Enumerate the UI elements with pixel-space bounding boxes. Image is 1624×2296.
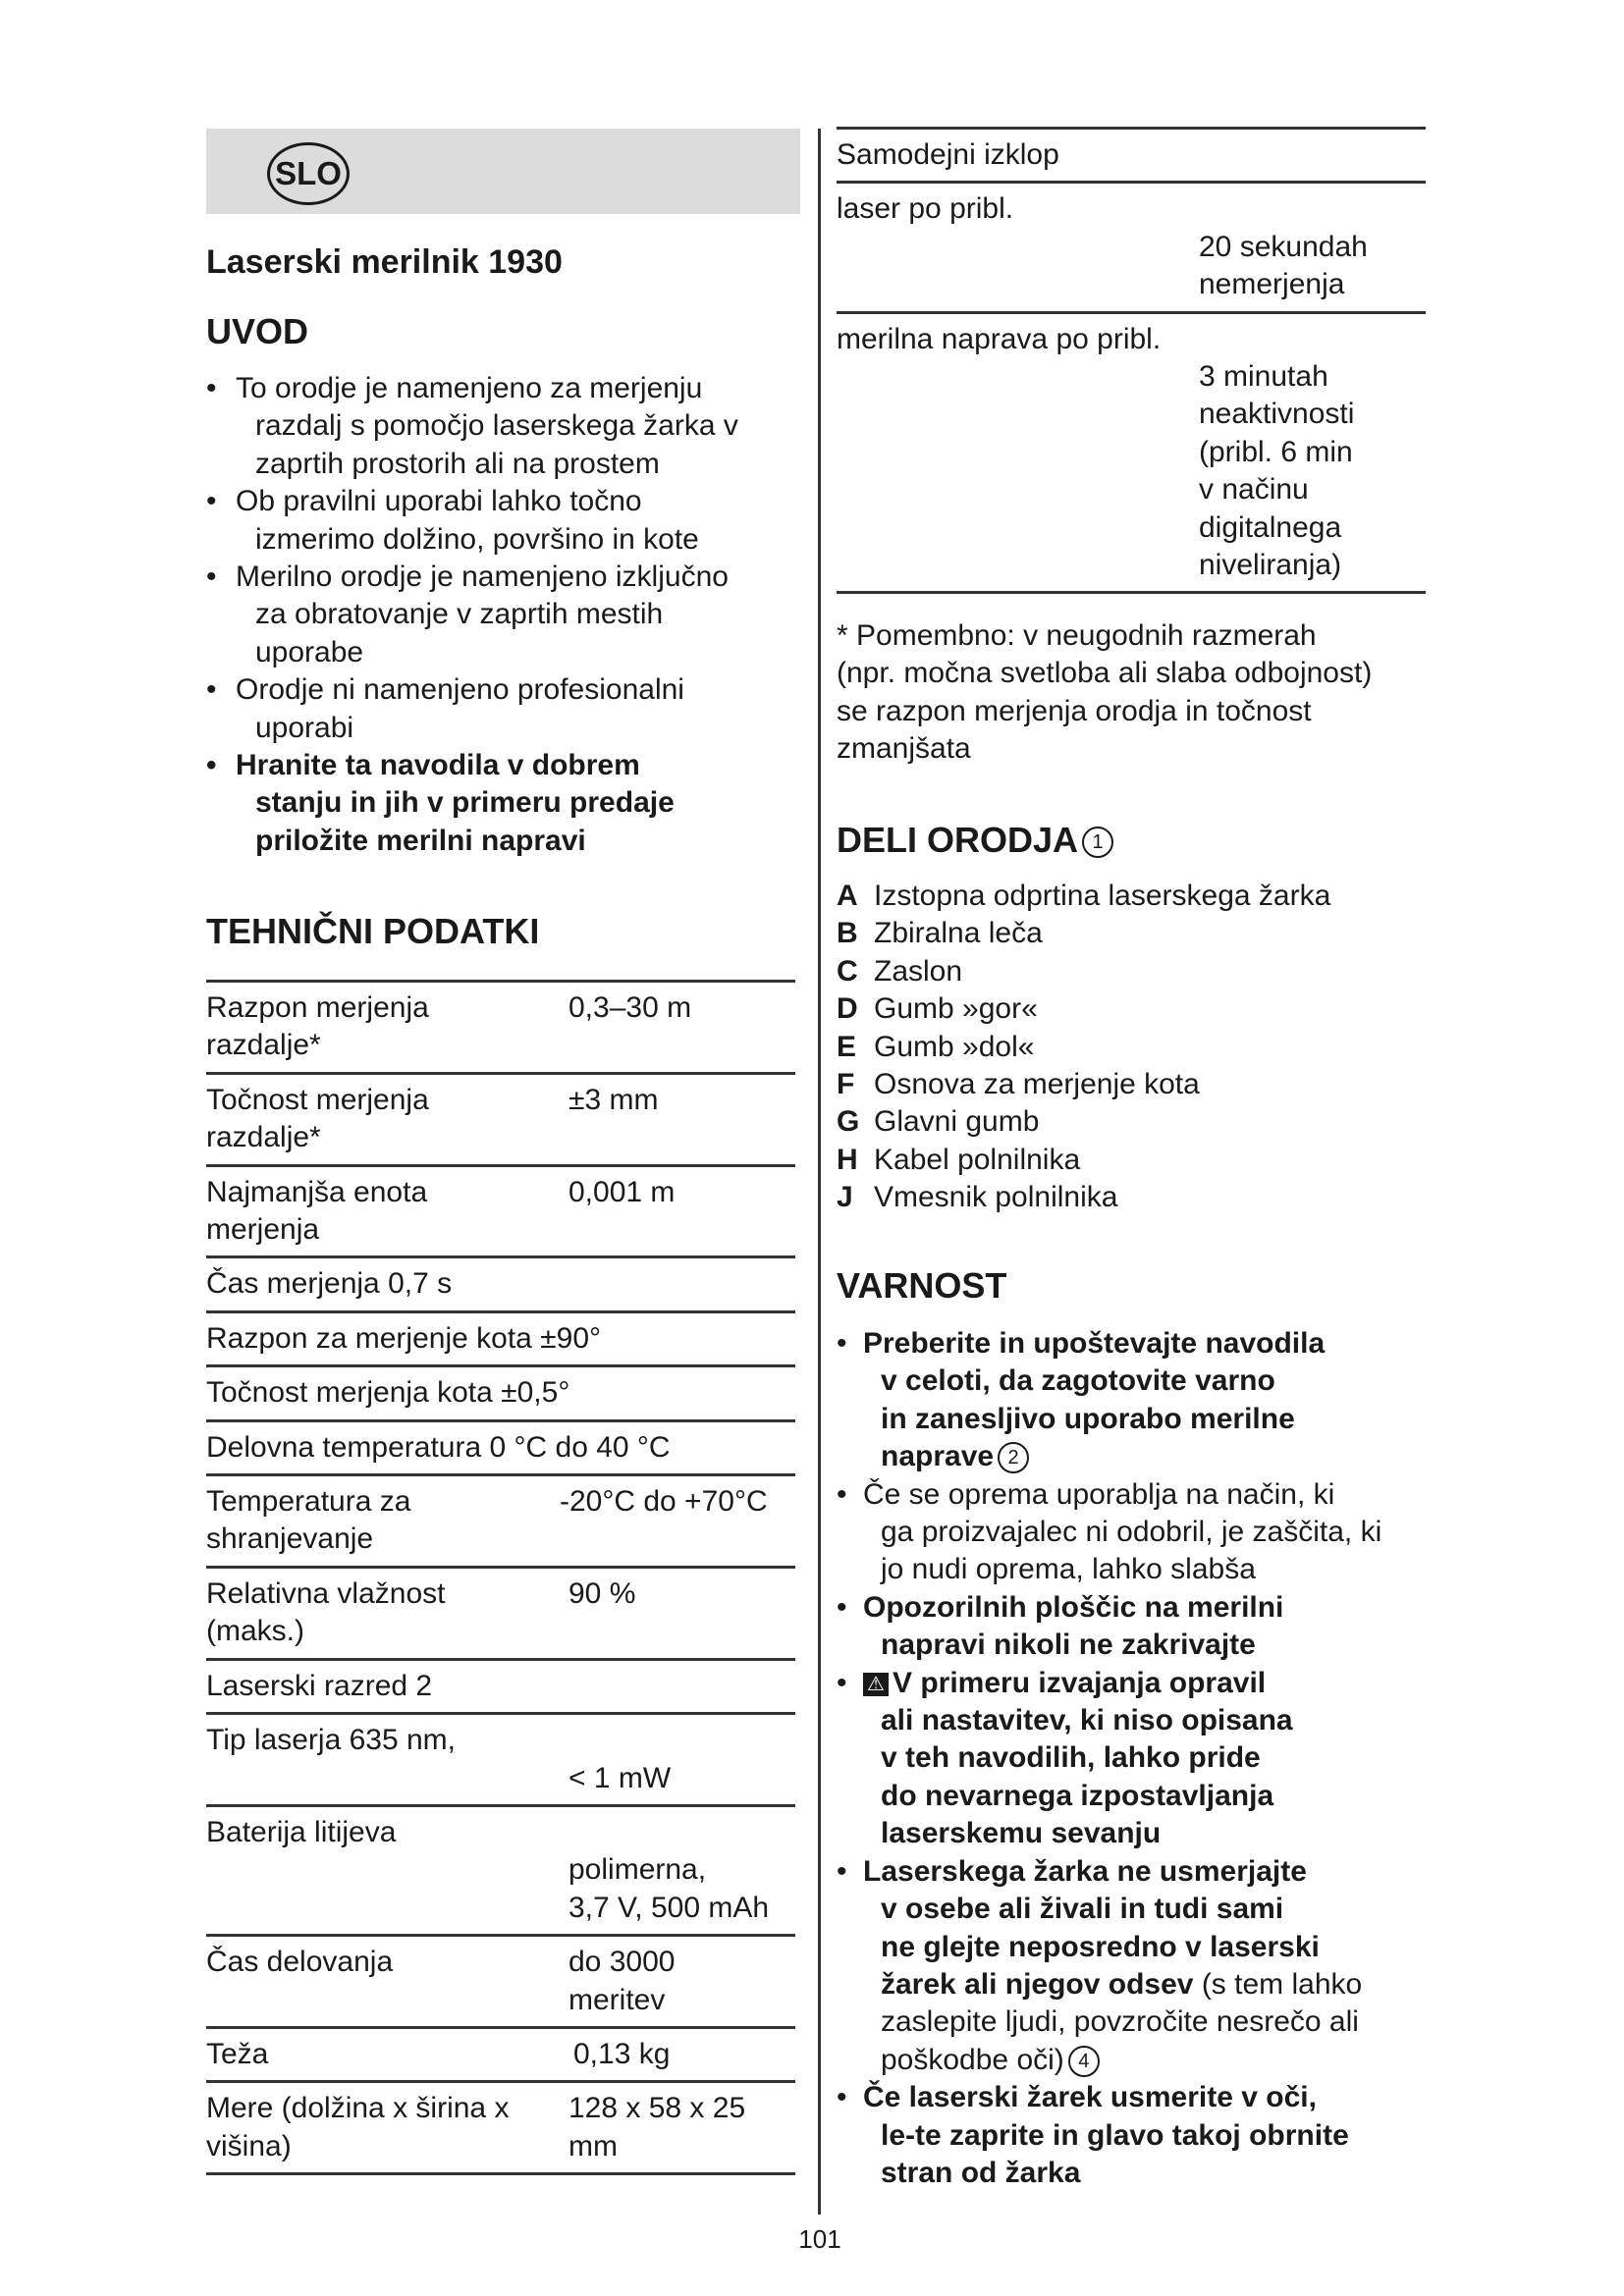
line-text [837, 1665, 1381, 1702]
line-text [837, 2042, 1381, 2079]
note-line: (npr. močna svetloba ali slaba odbojnost) [837, 657, 1373, 690]
spec-label: Teža [206, 2037, 269, 2070]
part-name: Gumb »gor« [874, 992, 1038, 1026]
value-line: (pribl. 6 min [1199, 435, 1353, 468]
line-text: Ob pravilni uporabi lahko točno [236, 485, 642, 518]
value-line: 3,7 V, 500 mAh [568, 1891, 770, 1924]
value-line: 128 x 58 x 25 [568, 2092, 746, 2125]
value-line: neaktivnosti [1199, 398, 1355, 431]
tech-specs-table [206, 980, 795, 2175]
table-row [206, 1807, 795, 1937]
spec-label: višina) [206, 2129, 292, 2163]
text-segment: naprave [881, 1440, 995, 1473]
line-text: uporabi [255, 711, 354, 744]
line-text: Merilno orodje je namenjeno izključno [236, 561, 729, 594]
line-text [837, 2155, 1381, 2192]
line-text [837, 1891, 1381, 1928]
text-segment: Opozorilnih ploščic na merilni [863, 1590, 1284, 1624]
list-item [837, 1476, 1381, 1589]
part-name: Zbiralna leča [874, 917, 1043, 950]
list-item [837, 1325, 1381, 1476]
section-heading-safety: VARNOST [837, 1265, 1007, 1306]
line-text [837, 1702, 1381, 1739]
line-text [837, 1853, 1381, 1891]
spec-label: Delovna temperatura 0 °C do 40 °C [206, 1430, 671, 1464]
bullet-icon: • [206, 372, 217, 404]
table-row [206, 1661, 795, 1715]
text-segment: Preberite in upoštevajte navodila [863, 1327, 1326, 1360]
line-text: razdalj s pomočjo laserskega žarka v [255, 409, 738, 443]
safety-list [837, 1325, 1381, 2192]
table-row [837, 130, 1426, 184]
part-name: Osnova za merjenje kota [874, 1068, 1200, 1101]
page-number: 101 [798, 2224, 841, 2254]
part-name: Gumb »dol« [874, 1030, 1035, 1063]
auto-off-table [837, 127, 1426, 594]
spec-label: Točnost merjenja [206, 1083, 429, 1116]
spec-label: Relativna vlažnost [206, 1576, 446, 1610]
note-line: zmanjšata [837, 732, 971, 766]
spec-value [568, 1174, 675, 1211]
list-item [837, 1665, 1381, 1853]
note [837, 617, 1372, 769]
text-segment: in zanesljivo uporabo merilne [881, 1402, 1295, 1435]
intro-list [206, 370, 738, 860]
line-text [837, 1739, 1381, 1777]
text-segment: Če se oprema uporablja na način, ki [863, 1477, 1335, 1511]
list-item [837, 1853, 1381, 2079]
part-key: F [837, 1068, 855, 1101]
value-line: meritev [568, 1983, 666, 2016]
bullet-icon: • [206, 673, 217, 707]
part-name: Glavni gumb [874, 1105, 1040, 1139]
value-line: v načinu [1199, 473, 1309, 507]
table-row [206, 2029, 795, 2083]
line-text [837, 1438, 1381, 1475]
bullet-icon: • [837, 1590, 847, 1624]
line-text: Orodje ni namenjeno profesionalni [236, 673, 684, 707]
list-item [206, 671, 738, 747]
list-item [837, 2079, 1381, 2192]
part-key: H [837, 1143, 858, 1176]
table-row [206, 2083, 795, 2175]
note-line: se razpon merjenja orodja in točnost [837, 694, 1312, 727]
part-key: C [837, 954, 858, 988]
line-text [837, 1627, 1381, 1664]
line-text [837, 1362, 1381, 1400]
column-divider [818, 129, 821, 2215]
value-line: 0,13 kg [573, 2037, 671, 2070]
value-line: niveliranja) [1199, 549, 1342, 582]
line-text: priložite merilni napravi [255, 824, 586, 857]
list-item [837, 1589, 1381, 1665]
spec-label: Čas merjenja 0,7 s [206, 1267, 453, 1301]
part-name: Zaslon [874, 954, 963, 988]
part-key: J [837, 1181, 853, 1214]
bullet-icon: • [837, 2081, 847, 2114]
table-row [206, 1258, 795, 1312]
table-row [206, 1715, 795, 1807]
heading-text: DELI ORODJA [837, 820, 1079, 860]
part-key: A [837, 880, 858, 912]
line-text: stanju in jih v primeru predaje [255, 786, 675, 820]
spec-value [568, 1082, 658, 1119]
line-text [837, 1325, 1381, 1362]
parts-list [837, 878, 1330, 1217]
line-text [837, 1514, 1381, 1551]
bullet-icon: • [837, 1666, 847, 1699]
spec-value [568, 1944, 675, 2019]
value-line: < 1 mW [568, 1761, 672, 1794]
line-text: To orodje je namenjeno za merjenju [236, 372, 703, 404]
text-segment: stran od žarka [881, 2156, 1081, 2189]
table-row [206, 1167, 795, 1259]
part-key: B [837, 917, 858, 950]
value-line: digitalnega [1199, 510, 1342, 544]
spec-label: razdalje* [206, 1029, 321, 1062]
value-line: mm [568, 2129, 618, 2163]
line-text [837, 1589, 1381, 1627]
line-text [837, 1815, 1381, 1852]
spec-value [573, 2036, 670, 2073]
line-text [837, 1778, 1381, 1815]
text-segment: le-te zaprite in glavo takoj obrnite [881, 2118, 1349, 2152]
text-segment: jo nudi oprema, lahko slabša [881, 1553, 1256, 1586]
part-item [837, 915, 1330, 952]
bullet-icon: • [206, 749, 217, 782]
figure-ref-1: 1 [1082, 827, 1113, 858]
text-segment: v teh navodilih, lahko pride [881, 1741, 1261, 1775]
line-text [837, 2079, 1381, 2116]
text-segment: žarek ali njegov odsev [881, 1967, 1194, 2001]
spec-value [568, 989, 691, 1027]
part-key: D [837, 992, 858, 1026]
value-line: polimerna, [568, 1853, 707, 1887]
section-heading-tech: TEHNIČNI PODATKI [206, 911, 540, 951]
bullet-icon: • [837, 1477, 847, 1511]
line-text: Hranite ta navodila v dobrem [236, 749, 640, 782]
spec-label: shranjevanje [206, 1522, 374, 1556]
spec-label: Laserski razred 2 [206, 1669, 433, 1702]
spec-label: (maks.) [206, 1615, 304, 1648]
line-text [837, 1929, 1381, 1966]
text-segment: ne glejte neposredno v laserski [881, 1930, 1320, 1963]
part-item [837, 1029, 1330, 1066]
bullet-icon: • [837, 1327, 847, 1360]
table-row [837, 184, 1426, 313]
text-segment: ga proizvajalec ni odobril, je zaščita, ki [881, 1516, 1382, 1549]
table-row [206, 1367, 795, 1421]
value-line: ±3 mm [568, 1083, 659, 1116]
spec-label: Temperatura za [206, 1485, 411, 1519]
part-item [837, 1066, 1330, 1103]
part-key: G [837, 1105, 860, 1139]
text-segment: V primeru izvajanja opravil [893, 1666, 1267, 1699]
line-text: zaprtih prostorih ali na prostem [255, 447, 660, 480]
auto-off-heading: Samodejni izklop [837, 138, 1059, 171]
section-heading-parts [837, 821, 1113, 860]
list-item [206, 559, 738, 671]
bullet-icon: • [206, 561, 217, 594]
text-segment: do nevarnega izpostavljanja [881, 1779, 1274, 1812]
value-line: 0,3–30 m [568, 991, 692, 1024]
line-text: uporabe [255, 635, 364, 668]
part-key: E [837, 1030, 857, 1063]
line-text [837, 1966, 1381, 2003]
text-segment: v celoti, da zagotovite varno [881, 1364, 1275, 1398]
row-label: laser po pribl. [837, 192, 1014, 226]
list-item [206, 483, 738, 559]
line-text: za obratovanje v zaprtih mestih [255, 598, 664, 631]
text-segment: poškodbe oči) [881, 2043, 1064, 2076]
figure-ref: 2 [998, 1442, 1029, 1473]
value-line: 90 % [568, 1576, 636, 1610]
line-text [837, 2003, 1381, 2041]
table-row [837, 314, 1426, 595]
value-line: nemerjenja [1199, 268, 1345, 301]
spec-value [568, 1575, 635, 1613]
text-segment: zaslepite ljudi, povzročite nesrečo ali [881, 2005, 1359, 2039]
spec-label: Čas delovanja [206, 1946, 394, 1979]
spec-label: Razpon za merjenje kota ±90° [206, 1321, 602, 1355]
line-text [837, 1551, 1381, 1588]
spec-label: Točnost merjenja kota ±0,5° [206, 1376, 570, 1410]
language-badge: SLO [267, 142, 350, 205]
line-text: izmerimo dolžino, površino in kote [255, 522, 699, 556]
bullet-icon: • [837, 1854, 847, 1888]
part-name: Vmesnik polnilnika [874, 1181, 1118, 1214]
spec-label: merjenja [206, 1213, 320, 1247]
text-segment: (s tem lahko [1193, 1967, 1363, 2001]
value-line: 3 minutah [1199, 360, 1328, 394]
text-segment: ali nastavitev, ki niso opisana [881, 1704, 1293, 1737]
value-line: 20 sekundah [1199, 230, 1368, 263]
section-heading-uvod: UVOD [206, 311, 309, 351]
text-segment: v osebe ali živali in tudi sami [881, 1893, 1284, 1926]
table-row [206, 1313, 795, 1367]
spec-label: Baterija litijeva [206, 1815, 397, 1848]
line-text [837, 2117, 1381, 2155]
part-name: Kabel polnilnika [874, 1143, 1081, 1176]
line-text [837, 1401, 1381, 1438]
part-name: Izstopna odprtina laserskega žarka [874, 880, 1331, 912]
bullet-icon: • [206, 485, 217, 518]
part-item [837, 878, 1330, 915]
text-segment: laserskemu sevanju [881, 1817, 1162, 1850]
value-line: do 3000 [568, 1946, 676, 1979]
spec-label: Najmanjša enota [206, 1175, 428, 1208]
part-item [837, 990, 1330, 1028]
part-item [837, 1103, 1330, 1141]
table-row [206, 1476, 795, 1569]
list-item [206, 370, 738, 483]
table-row [206, 1075, 795, 1167]
spec-label: Mere (dolžina x širina x [206, 2092, 510, 2125]
spec-value [568, 2090, 745, 2165]
part-item [837, 953, 1330, 990]
table-row [206, 1422, 795, 1476]
part-item [837, 1142, 1330, 1179]
table-row [206, 1569, 795, 1661]
list-item [206, 747, 738, 860]
warning-icon: ⚠ [863, 1673, 889, 1696]
figure-ref: 4 [1068, 2046, 1100, 2077]
note-line: * Pomembno: v neugodnih razmerah [837, 619, 1317, 652]
document-title: Laserski merilnik 1930 [206, 243, 563, 281]
value-line: -20°C do +70°C [560, 1485, 768, 1519]
value-line: 0,001 m [568, 1175, 676, 1208]
spec-label: Razpon merjenja [206, 991, 429, 1024]
text-segment: Laserskega žarka ne usmerjajte [863, 1854, 1307, 1888]
text-segment: Če laserski žarek usmerite v oči, [863, 2081, 1317, 2114]
part-item [837, 1179, 1330, 1216]
spec-value [560, 1483, 768, 1521]
spec-label: Tip laserja 635 nm, [206, 1724, 457, 1757]
row-label: merilna naprava po pribl. [837, 322, 1162, 355]
spec-label: razdalje* [206, 1121, 321, 1154]
table-row [206, 983, 795, 1075]
table-row [206, 1937, 795, 2029]
line-text [837, 1476, 1381, 1514]
text-segment: napravi nikoli ne zakrivajte [881, 1629, 1256, 1662]
